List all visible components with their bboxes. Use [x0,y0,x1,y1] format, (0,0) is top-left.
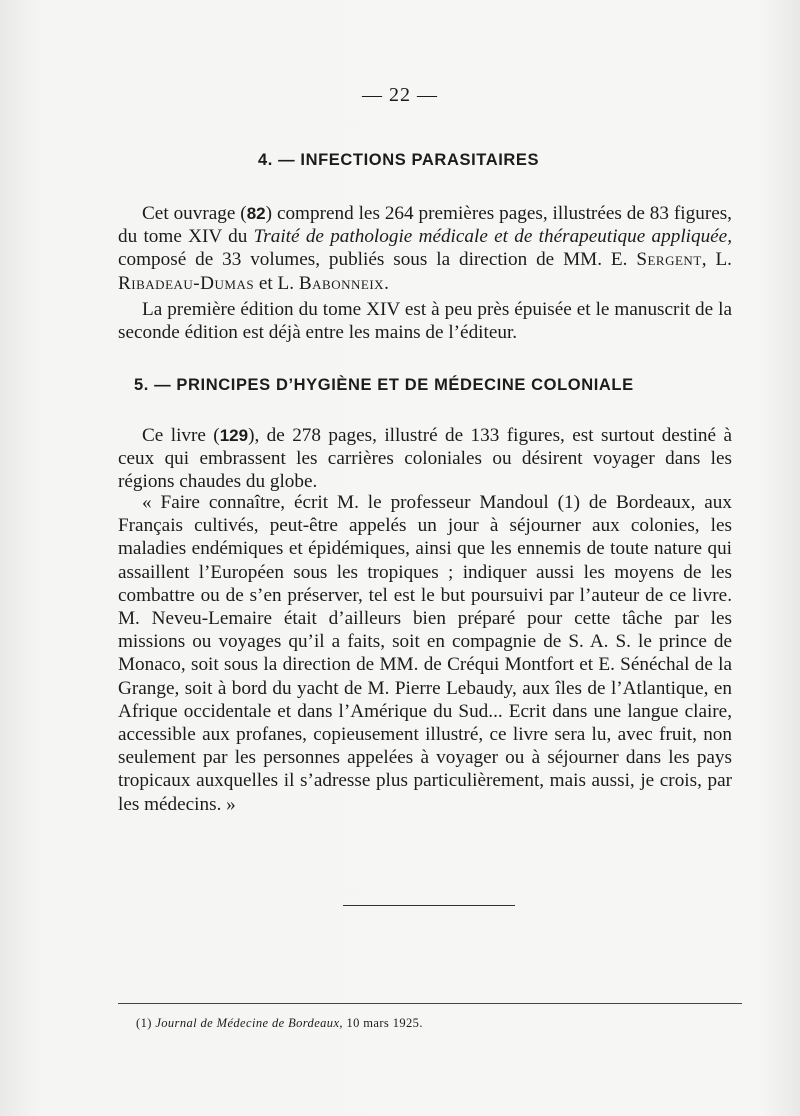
author-name: Babonneix [298,272,385,294]
text-run: composé de 33 volumes, publiés sous la direction de MM. E. [118,249,637,271]
footnote-rule [118,1003,742,1004]
paragraph-edition-status: La première édition du tome XIV est à peu près épuisée et le manuscrit de la seconde édition est déjà entre les mains de l’éditeur. [118,299,732,344]
book-title: Traité de pathologie médicale et de thérapeutique appliquée, [253,226,732,248]
footnote-journal: Journal de Médecine de Bordeaux, [155,1016,343,1030]
text-run: . [384,272,389,294]
reference-number: 82 [246,204,266,223]
text-run: et L. [254,272,299,294]
author-name: Ribadeau-Dumas [118,272,255,294]
section-heading-colonial-hygiene: 5. — PRINCIPES D’HYGIÈNE ET DE MÉDECINE COLONIALE [134,376,634,394]
text-run: Cet ouvrage ( [142,203,247,224]
footnote-date: 10 mars 1925. [346,1016,423,1030]
footnote [136,1016,736,1031]
author-name: Sergent [636,249,702,271]
text-run: ) comprend les 264 premières pages, illustrées de 83 figures, du tome XIV du [118,203,732,248]
paragraph-quotation: « Faire connaître, écrit M. le professeur Mandoul (1) de Bordeaux, aux Français cultivés, peut-être appelés un jour à séjourner aux colonies, les maladies endémiques et épidémiques, ainsi que les ennemis de toute nature qui assaillent l’Européen sous les tropiques ; indiquer aussi les moyens de les combattre ou de s’en préserver, tel est le but poursuivi par l’auteur de ce livre. M. Neveu-Lemaire était d’ailleurs bien préparé pour cette tâche par les missions ou voyages qu’il a faits, soit en compagnie de S. A. S. le prince de Monaco, soit sous la direction de MM. de Créqui Montfort et E. Sénéchal de la Grange, soit à bord du yacht de M. Pierre Lebaudy, aux îles de l’Atlantique, en Afrique occidentale et dans l’Amérique du Sud... Ecrit dans une langue claire, accessible aux profanes, copieusement illustré, ce livre sera lu, avec fruit, non seulement par les personnes appelées à voyager ou à séjourner dans les pays tropicaux auxquelles il s’adresse plus particulièrement, mais aussi, je crois, par les médecins. » [118,492,732,815]
text-run: , L. [701,249,732,271]
section-end-rule [343,905,515,906]
text-run: Ce livre ( [142,425,220,446]
paragraph-work-description [118,202,732,295]
page-number: — 22 — [362,84,438,106]
reference-number: 129 [219,426,249,445]
section-heading-parasitic-infections: 4. — INFECTIONS PARASITAIRES [258,151,540,169]
paragraph-book-description [118,424,732,494]
text-run: ), de 278 pages, illustré de 133 figures, est surtout destiné à ceux qui embrassent les carrières coloniales ou désirent voyager dans les régions chaudes du globe. [118,425,732,493]
footnote-marker: (1) [136,1016,152,1030]
